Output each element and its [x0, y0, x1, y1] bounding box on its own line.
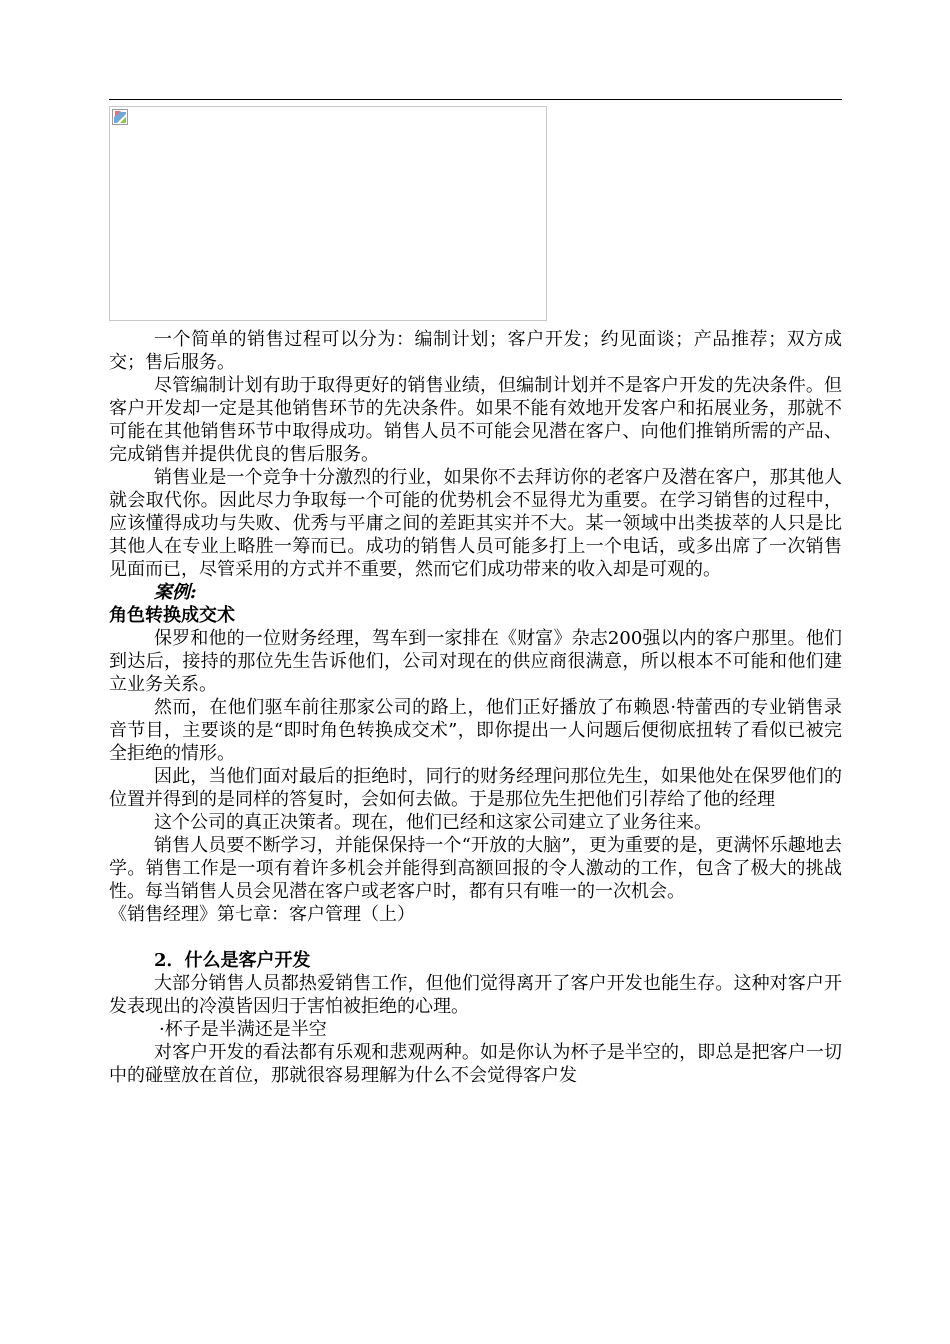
document-page — [109, 0, 842, 1344]
case-paragraph: 这个公司的真正决策者。现在，他们已经和这家公司建立了业务往来。 — [154, 812, 712, 833]
paragraph: 销售业是一个竞争十分激烈的行业，如果你不去拜访你的老客户及潜在客户，那其他人就会取代你。因此尽力争取每一个可能的优势机会不显得尤为重要。在学习销售的过程中，应该懂得成功与失败、优秀与平庸之间的差距其实并不大。某一领域中出类拔萃的人只是比其他人在专业上略胜一筹而已。成功的销售人员可能多打上一个电话，或多出席了一次销售见面而已，尽管采用的方式并不重要，然而它们成功带来的收入却是可观的。 — [109, 467, 842, 580]
case-paragraph: 因此，当他们面对最后的拒绝时，同行的财务经理问那位先生，如果他处在保罗他们的位置并得到的是同样的答复时，会如何去做。于是那位先生把他们引荐给了他的经理 — [109, 766, 842, 810]
last-paragraph: 对客户开发的看法都有乐观和悲观两种。如是你认为杯子是半空的，即总是把客户一切中的碰壁放在首位，那就很容易理解为什么不会觉得客户发 — [109, 1042, 842, 1086]
chapter-line: 《销售经理》第七章：客户管理（上） — [109, 904, 415, 925]
header-rule — [109, 99, 842, 100]
paragraph: 尽管编制计划有助于取得更好的销售业绩，但编制计划并不是客户开发的先决条件。但客户开发却一定是其他销售环节的先决条件。如果不能有效地开发客户和拓展业务，那就不可能在其他销售环节中取得成功。销售人员不可能会见潜在客户、向他们推销所需的产品、完成销售并提供优良的售后服务。 — [109, 375, 842, 465]
broken-image-icon — [112, 109, 128, 125]
case-label: 案例: — [154, 582, 197, 603]
section-paragraph: 大部分销售人员都热爱销售工作，但他们觉得离开了客户开发也能生存。这种对客户开发表现出的冷漠皆因归于害怕被拒绝的心理。 — [109, 973, 842, 1017]
case-paragraph: 保罗和他的一位财务经理，驾车到一家排在《财富》杂志200强以内的客户那里。他们到达后，接持的那位先生告诉他们，公司对现在的供应商很满意，所以根本不可能和他们建立业务关系。 — [109, 628, 842, 695]
paragraph: 一个简单的销售过程可以分为：编制计划；客户开发；约见面谈；产品推荐；双方成交；售后服务。 — [109, 329, 842, 373]
image-placeholder — [109, 106, 547, 321]
case-title: 角色转换成交术 — [109, 605, 235, 626]
case-paragraph: 销售人员要不断学习，并能保保持一个“开放的大脑”，更为重要的是，更满怀乐趣地去学。销售工作是一项有着许多机会并能得到高额回报的令人激动的工作，包含了极大的挑战性。每当销售人员会见潜在客户或老客户时，都有只有唯一的一次机会。 — [109, 835, 842, 902]
case-paragraph: 然而，在他们驱车前往那家公司的路上，他们正好播放了布赖恩·特蕾西的专业销售录音节目，主要谈的是“即时角色转换成交术”，即你提出一人问题后便彻底扭转了看似已被完全拒绝的情形。 — [109, 697, 842, 764]
section-title: 2．什么是客户开发 — [154, 950, 311, 971]
bullet-item: ·杯子是半满还是半空 — [159, 1019, 327, 1040]
document-body — [109, 328, 842, 1087]
